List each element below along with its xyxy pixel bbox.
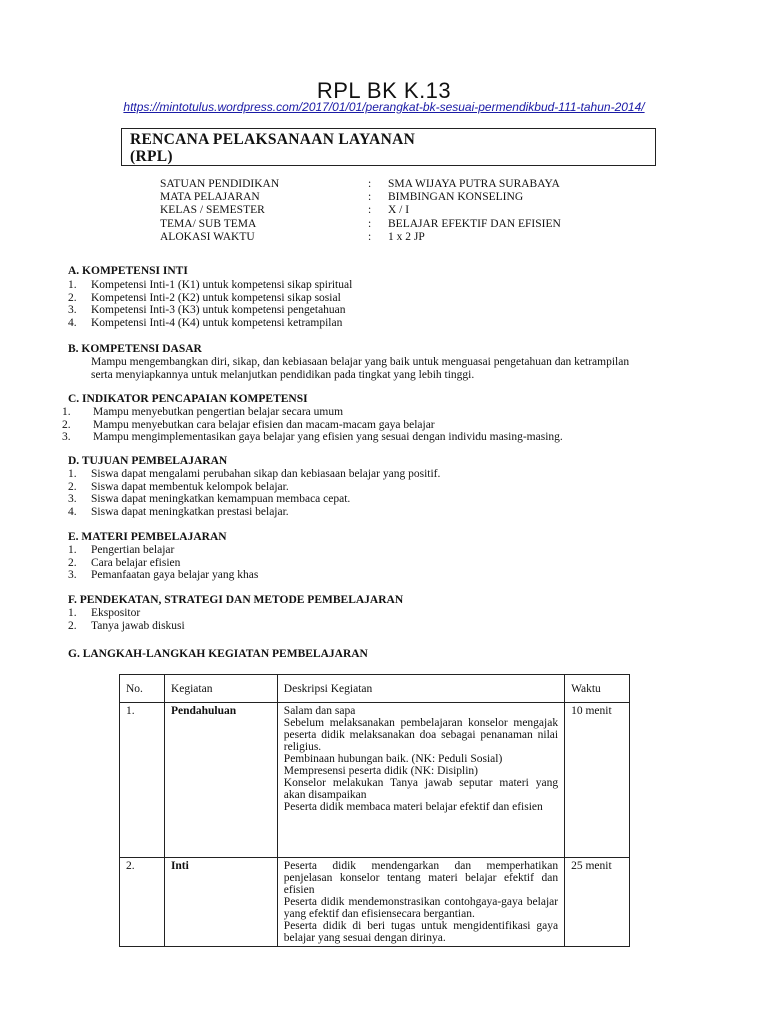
item-text: Kompetensi Inti-4 (K4) untuk kompetensi ketrampilan	[91, 316, 343, 329]
identity-row	[160, 204, 561, 217]
row-waktu: 25 menit	[565, 858, 630, 947]
list-item	[68, 506, 440, 519]
activity-table	[119, 674, 630, 947]
identity-block	[160, 178, 561, 244]
list-item	[68, 569, 258, 582]
identity-key: KELAS / SEMESTER	[160, 204, 265, 217]
paragraph-line: serta menyiapkannya untuk melanjutkan pendidikan pada tingkat yang lebih tinggi.	[91, 368, 475, 381]
item-number: 1.	[68, 607, 77, 619]
list-item	[68, 304, 352, 317]
identity-value: 1 x 2 JP	[388, 230, 425, 243]
identity-colon: :	[368, 191, 372, 204]
item-text: Kompetensi Inti-2 (K2) untuk kompetensi sikap sosial	[91, 291, 341, 304]
item-text: Mampu mengimplementasikan gaya belajar yang efisien yang sesuai dengan individu masing-masing.	[93, 431, 563, 444]
rpl-title-line1: RENCANA PELAKSANAAN LAYANAN	[130, 131, 416, 148]
row-no: 2.	[120, 858, 165, 947]
section-b-heading: B. KOMPETENSI DASAR	[68, 343, 202, 355]
item-text: Siswa dapat mengalami perubahan sikap dan kebiasaan belajar yang positif.	[91, 468, 441, 480]
identity-colon: :	[368, 230, 372, 243]
source-link[interactable]: https://mintotulus.wordpress.com/2017/01/01/perangkat-bk-sesuai-permendikbud-111-tahun-2014/	[123, 100, 645, 114]
list-item	[68, 481, 440, 494]
item-number: 2.	[68, 291, 77, 304]
row-no: 1.	[120, 703, 165, 858]
description-line: Peserta didik mendemonstrasikan contohgaya-gaya belajar yang efektif dan efisiensecara bergantian.	[283, 896, 559, 920]
description-line: Peserta didik mendengarkan dan memperhatikan penjelasan konselor tentang materi belajar efektif dan efisien	[283, 860, 559, 896]
item-number: 2.	[68, 480, 77, 493]
row-deskripsi	[277, 703, 564, 858]
identity-key: MATA PELAJARAN	[160, 191, 260, 204]
identity-row	[160, 178, 561, 191]
identity-row	[160, 231, 561, 244]
item-text: Siswa dapat membentuk kelompok belajar.	[91, 480, 289, 493]
section-d-heading: D. TUJUAN PEMBELAJARAN	[68, 455, 228, 467]
identity-value: BIMBINGAN KONSELING	[388, 191, 524, 204]
rpl-title-box	[121, 128, 656, 166]
header-waktu: Waktu	[565, 675, 630, 703]
table-row	[120, 858, 630, 947]
section-d-list	[68, 468, 440, 518]
item-number: 2.	[68, 619, 77, 632]
item-number: 3.	[62, 431, 71, 444]
item-text: Mampu menyebutkan pengertian belajar secara umum	[93, 406, 344, 418]
row-kegiatan: Inti	[164, 858, 277, 947]
identity-colon: :	[368, 217, 372, 230]
description-line: Peserta didik membaca materi belajar efektif dan efisien	[283, 801, 543, 813]
row-kegiatan: Pendahuluan	[164, 703, 277, 858]
rpl-title-line2: (RPL)	[130, 148, 173, 165]
item-text: Mampu menyebutkan cara belajar efisien dan macam-macam gaya belajar	[93, 418, 435, 431]
list-item	[68, 292, 352, 305]
identity-key: SATUAN PENDIDIKAN	[160, 178, 280, 190]
item-text: Tanya jawab diskusi	[91, 619, 185, 632]
item-text: Kompetensi Inti-1 (K1) untuk kompetensi sikap spiritual	[91, 279, 353, 291]
item-text: Pengertian belajar	[91, 544, 175, 556]
identity-key: TEMA/ SUB TEMA	[160, 217, 257, 230]
identity-colon: :	[368, 204, 372, 217]
header-kegiatan: Kegiatan	[164, 675, 277, 703]
item-text: Ekspositor	[91, 607, 141, 619]
item-text: Pemanfaatan gaya belajar yang khas	[91, 569, 259, 582]
item-number: 1.	[68, 468, 77, 480]
list-item	[62, 419, 563, 432]
list-item	[68, 317, 352, 330]
list-item	[68, 557, 258, 570]
section-c-list	[62, 406, 563, 444]
document-title: RPL BK K.13	[316, 78, 452, 103]
row-waktu: 10 menit	[565, 703, 630, 858]
description-line: Mempresensi peserta didik (NK: Disiplin)	[283, 765, 478, 777]
item-text: Kompetensi Inti-3 (K3) untuk kompetensi pengetahuan	[91, 304, 346, 317]
section-c-heading: C. INDIKATOR PENCAPAIAN KOMPETENSI	[68, 393, 308, 405]
item-text: Siswa dapat meningkatkan prestasi belajar.	[91, 505, 289, 518]
row-deskripsi	[277, 858, 564, 947]
section-f-heading: F. PENDEKATAN, STRATEGI DAN METODE PEMBELAJARAN	[68, 594, 404, 606]
description-line: Pembinaan hubungan baik. (NK: Peduli Sosial)	[283, 753, 503, 765]
item-number: 3.	[68, 304, 77, 317]
identity-row	[160, 191, 561, 204]
table-row	[120, 703, 630, 858]
item-text: Cara belajar efisien	[91, 556, 181, 569]
item-number: 4.	[68, 505, 77, 518]
identity-value: X / I	[388, 204, 410, 217]
header-deskripsi: Deskripsi Kegiatan	[277, 675, 564, 703]
item-number: 4.	[68, 316, 77, 329]
identity-value: SMA WIJAYA PUTRA SURABAYA	[388, 178, 560, 190]
item-number: 2.	[62, 418, 71, 431]
item-number: 1.	[62, 406, 71, 418]
paragraph-line: Mampu mengembangkan diri, sikap, dan kebiasaan belajar yang baik untuk menguasai pengetahuan dan ketrampilan	[91, 356, 630, 368]
identity-colon: :	[368, 178, 372, 190]
section-a-list	[68, 279, 352, 329]
identity-key: ALOKASI WAKTU	[160, 230, 255, 243]
description-line: Sebelum melaksanakan pembelajaran konselor mengajak peserta didik melaksanakan doa sebagai penanaman nilai religius.	[283, 717, 559, 753]
item-text: Siswa dapat meningkatkan kemampuan membaca cepat.	[91, 493, 351, 506]
list-item	[68, 607, 185, 620]
description-line: Konselor melakukan Tanya jawab seputar materi yang akan disampaikan	[283, 777, 559, 801]
list-item	[68, 468, 440, 481]
list-item	[68, 544, 258, 557]
item-number: 3.	[68, 493, 77, 506]
list-item	[68, 620, 185, 633]
identity-row	[160, 218, 561, 231]
section-e-heading: E. MATERI PEMBELAJARAN	[68, 531, 227, 543]
item-number: 3.	[68, 569, 77, 582]
identity-value: BELAJAR EFEKTIF DAN EFISIEN	[388, 217, 561, 230]
list-item	[68, 493, 440, 506]
section-g-heading: G. LANGKAH-LANGKAH KEGIATAN PEMBELAJARAN	[68, 648, 368, 660]
header-no: No.	[120, 675, 165, 703]
section-b-paragraph	[91, 356, 691, 381]
list-item	[62, 406, 563, 419]
section-e-list	[68, 544, 258, 582]
item-number: 1.	[68, 279, 77, 291]
list-item	[62, 431, 563, 444]
description-line: Peserta didik di beri tugas untuk mengidentifikasi gaya belajar yang sesuai dengan dirinya.	[283, 920, 559, 944]
section-a-heading: A. KOMPETENSI INTI	[68, 265, 188, 277]
item-number: 1.	[68, 544, 77, 556]
list-item	[68, 279, 352, 292]
table-header-row	[120, 675, 630, 703]
description-line: Salam dan sapa	[283, 705, 356, 717]
item-number: 2.	[68, 556, 77, 569]
section-f-list	[68, 607, 185, 632]
